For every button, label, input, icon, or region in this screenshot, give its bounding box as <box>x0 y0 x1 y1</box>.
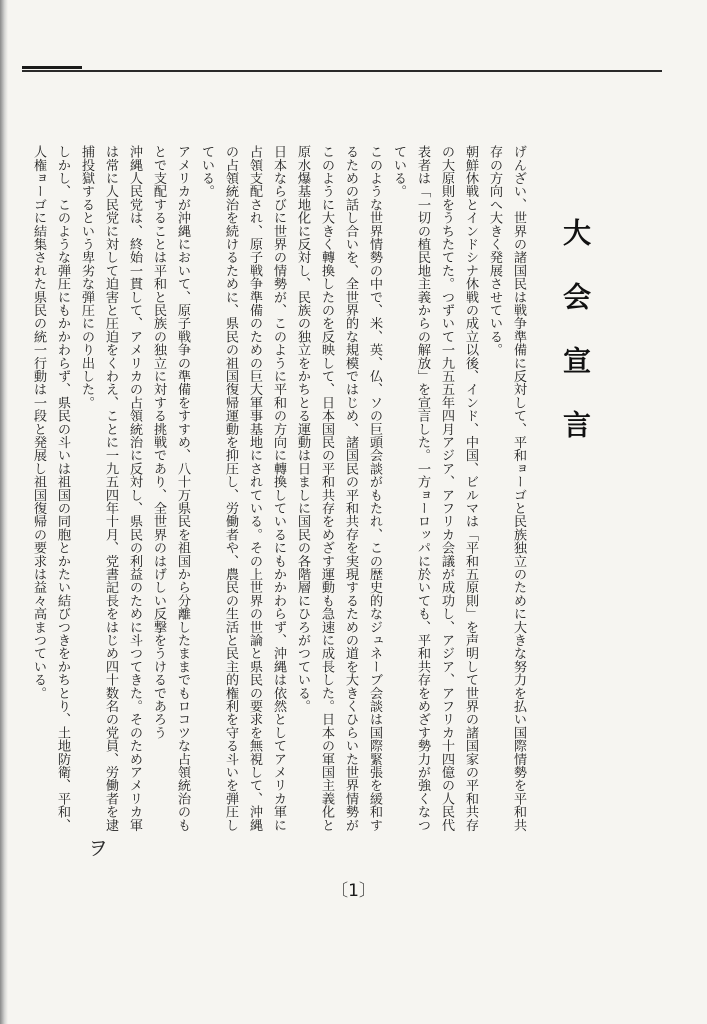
top-rule-tick <box>22 66 82 69</box>
scan-edge-shadow <box>0 0 8 1024</box>
paragraph-1: げんざい、世界の諸国民は戦争準備に反対して、平和ョーゴと民族独立のために大きな努力を払い国際情勢を平和共存の方向へ大きく発展させている。 <box>487 145 526 832</box>
paragraph-4: 日本ならびに世界の情勢が、このように平和の方向に轉換しているにもかかわらず、沖縄は依然としてアメリカ軍に占領支配され、原子戦争準備のための巨大軍事基地にされている。その上世界の世論と県民の要求を無視して、沖縄の占領統治を続けるために、県民の祖国復帰運動を抑圧し、労働者や、農民の生活と民主的権利を守る斗いを弾圧している。 <box>199 145 286 832</box>
page-number: 〔1〕 <box>331 881 376 901</box>
top-rule <box>22 70 662 72</box>
margin-mark: ヲ <box>88 836 108 860</box>
paragraph-6: 沖縄人民党は、終始一貫して、アメリカの占領統治に反対し、県民の利益のために斗つてきた。そのためアメリカ軍は常に人民党に対して迫害と圧迫をくわえ、ことに一九五四年十月、党書記長をはじめ四十数名の党員、労働者を逮捕投獄するという卑劣な弾圧にのり出した。 <box>79 145 142 832</box>
declaration-body <box>31 145 530 835</box>
paragraph-7: しかし、このような弾圧にもかかわらず、県民の斗いは祖国の同胞とかたい結びつきをかちとり、土地防衛、平和、人権ョーゴに結集された県民の統一行動は一段と発展し祖国復帰の要求は益々高まつている。 <box>31 145 70 832</box>
paragraph-2: 朝鮮休戦とインドシナ休戦の成立以後、インド、中国、ビルマは「平和五原則」を声明して世界の諸国家の平和共存の大原則をうちたてた。つずいて一九五五年四月アジア、アフリカ会議が成功し、アジア、アフリカ十四億の人民代表者は「一切の植民地主義からの解放」を宣言した。一方ョーロッパに於いても、平和共存をめざす勢力が強くなつている。 <box>391 145 478 832</box>
paragraph-3: このような世界情勢の中で、米、英、仏、ソの巨頭会談がもたれ、この歴史的なジュネーブ会談は国際緊張を緩和するための話し合いを、全世界的な規模ではじめ、諸国民の平和共存を実現するための道を大きくひらいた世界情勢がこのように大きく轉換したのを反映して、日本国民の平和共存をめざす運動も急速に成長した。日本の軍国主義化と原水爆基地化に反対し、民族の独立をかちとる運動は日ましに国民の各階層にひろがつている。 <box>295 145 382 832</box>
paragraph-5: アメリカが沖縄において、原子戦争の準備をすすめ、八十万県民を祖国から分離したままでもロコツな占領統治のもとで支配することは平和と民族の独立に対する挑戦であり、全世界のはげしい反撃をうけるであろう <box>151 145 190 832</box>
page-title: 大会宣言 <box>559 218 592 474</box>
